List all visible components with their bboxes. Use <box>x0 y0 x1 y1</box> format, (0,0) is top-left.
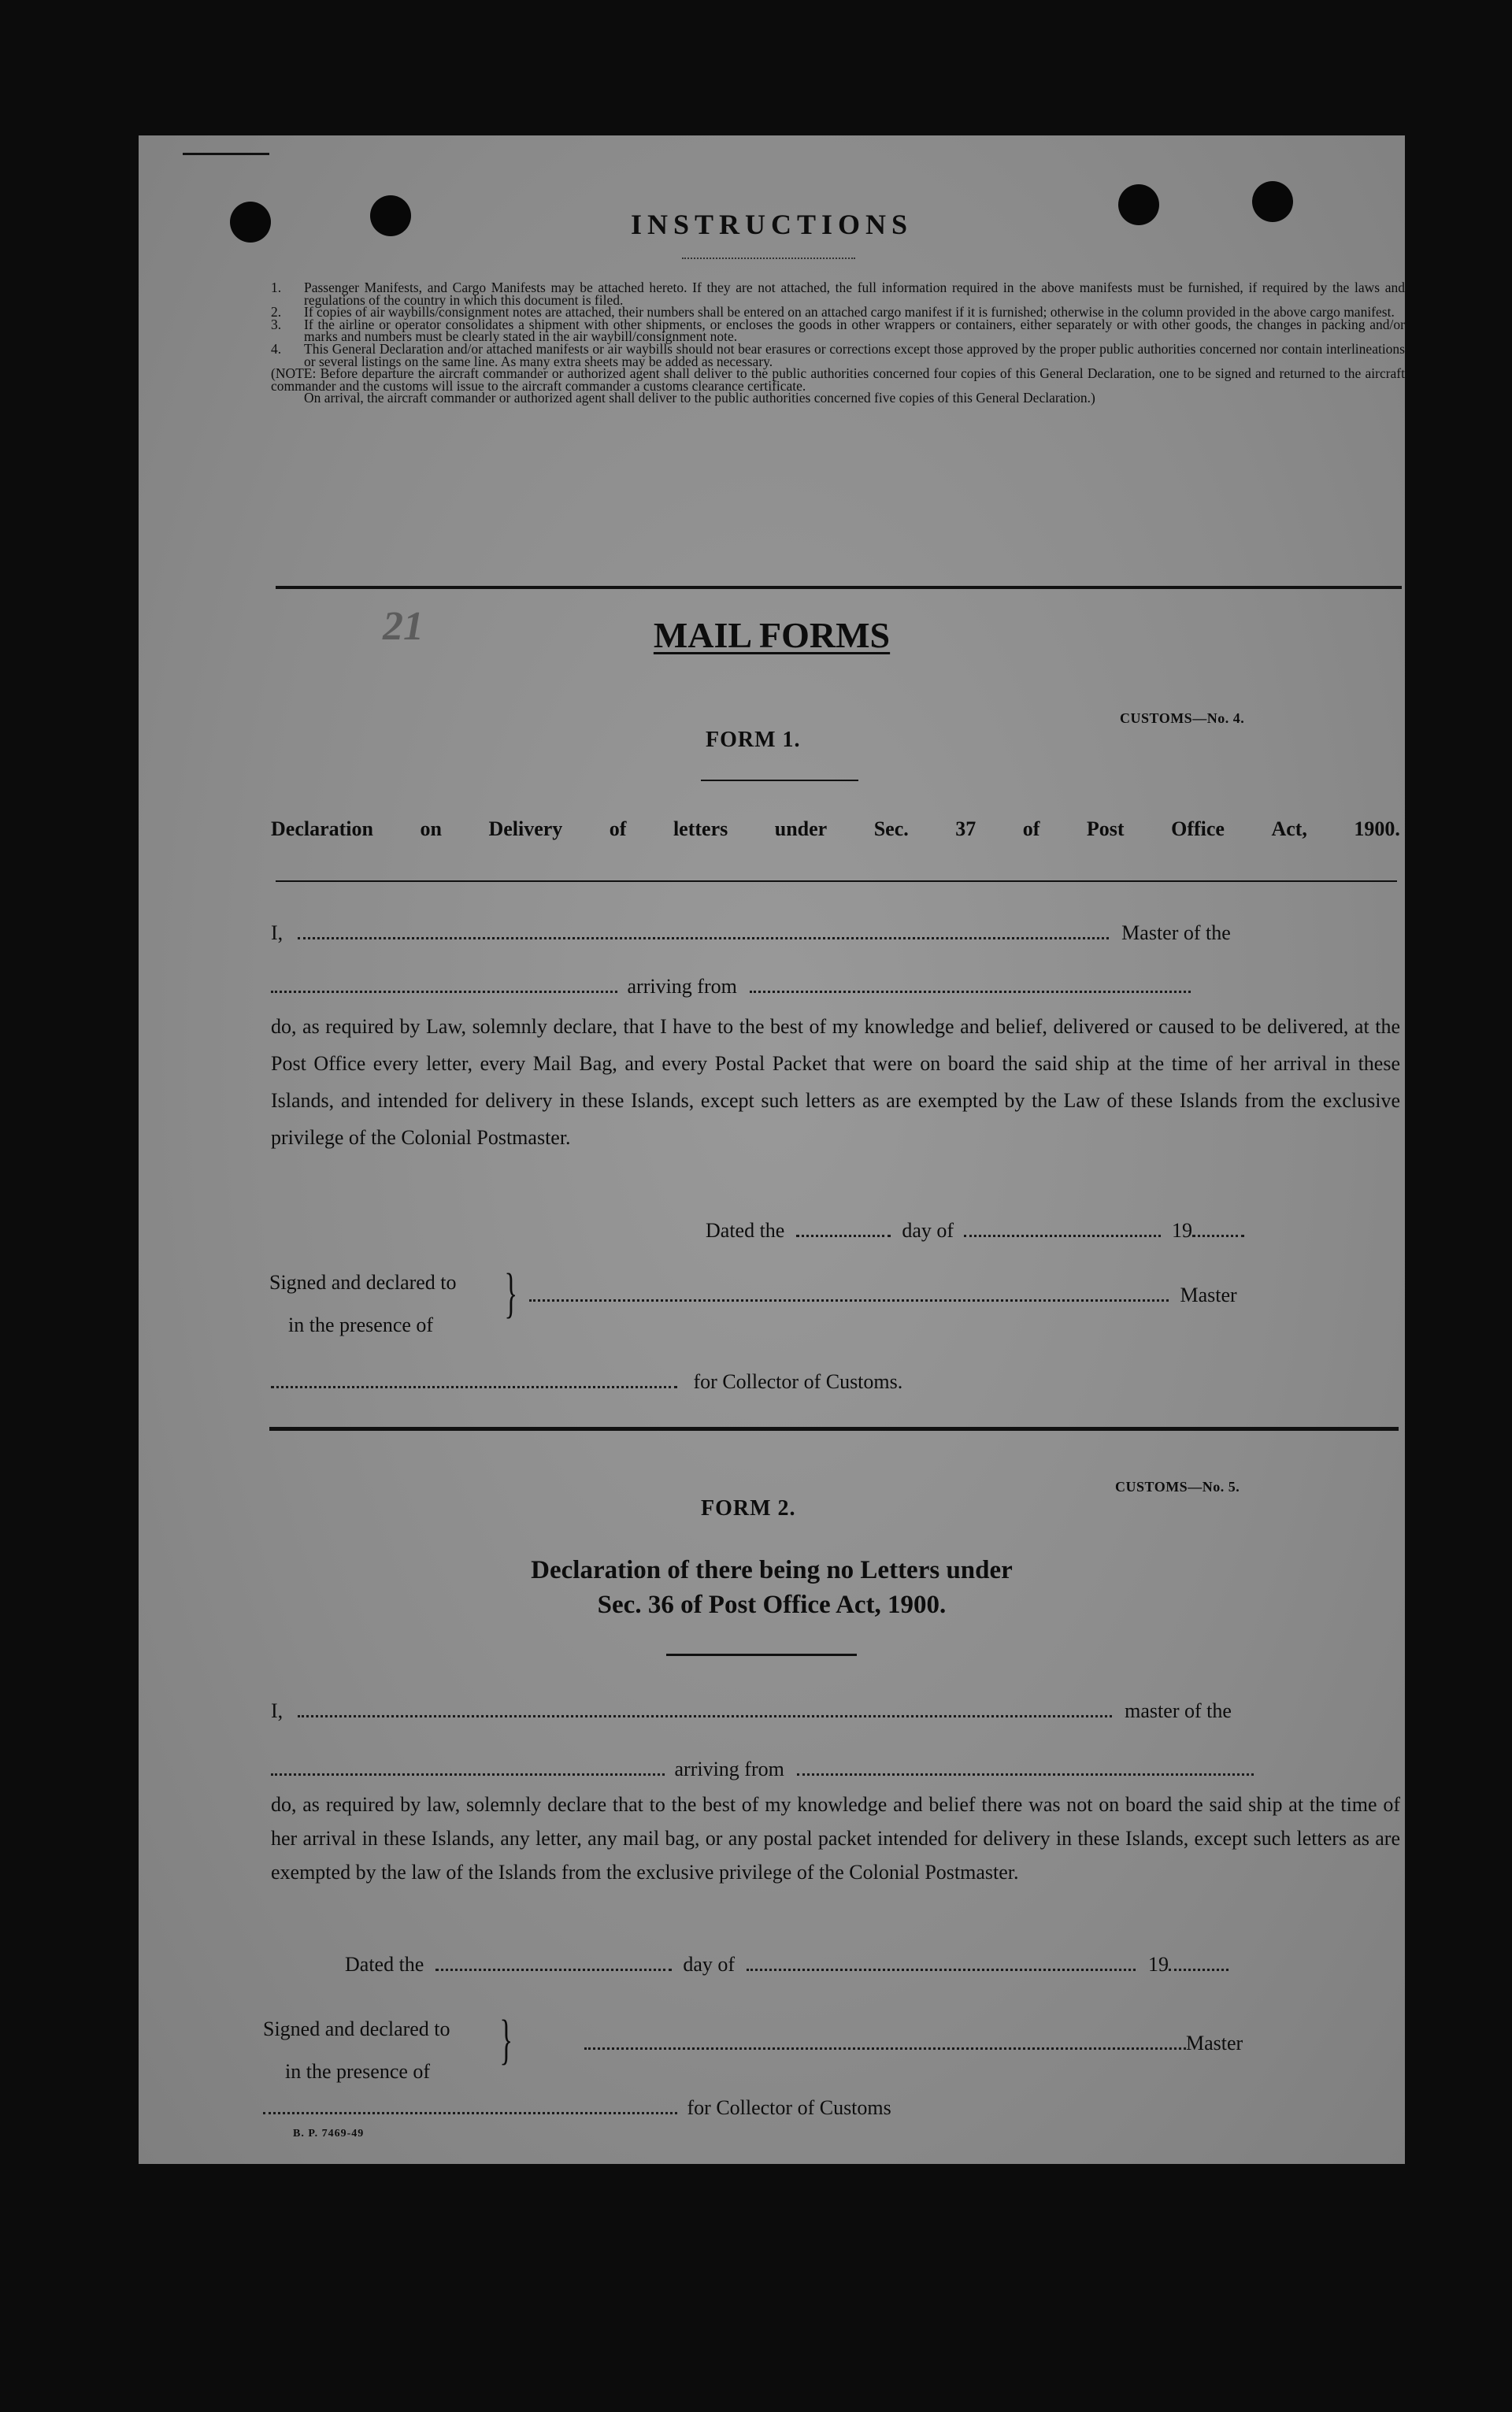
form1-declaration: Declaration on Delivery of letters under Sec. 37 of Post Office Act, 1900. <box>271 817 1400 840</box>
instruction-item: 3. If the airline or operator consolidates a shipment with other shipments, or encloses the goods in other wrappers or containers, either separately or with other goods, the changes in packing and/or marks and numbers must be clearly stated in the air waybill/consignment note. <box>271 316 1405 345</box>
vessel-blank[interactable] <box>271 973 617 993</box>
instruction-item: 4. This General Declaration and/or attached manifests or air waybills should not bear erasures or corrections except those approved by the proper public authorities concerned nor contain interlineations or several listings on the same line. As many extra sheets may be added as necessary. <box>271 340 1405 369</box>
handwritten-number: 21 <box>383 604 424 649</box>
name-blank[interactable] <box>298 920 1109 939</box>
form1-body: do, as required by Law, solemnly declare, that I have to the best of my knowledge and belief, delivered or caused to be delivered, at the Post Office every letter, every Mail Bag, and every Postal Packet that were on board the said ship at the time of her arrival in these Islands, and intended for delivery in these Islands, except such letters as are exempted by the Law of these Islands from the exclusive privilege of the Colonial Postmaster. <box>271 1015 1400 1149</box>
print-code: B. P. 7469-49 <box>293 2128 365 2140</box>
form2-name-line: I, master of the <box>271 1699 1232 1722</box>
instructions-list <box>271 282 1405 405</box>
origin-blank[interactable] <box>750 973 1191 993</box>
form2-customs-number: CUSTOMS—No. 5. <box>1115 1479 1240 1495</box>
collector-signature-blank[interactable] <box>263 2095 677 2114</box>
form2-heading: FORM 2. <box>701 1496 796 1521</box>
form2-collector-line: for Collector of Customs <box>263 2095 891 2120</box>
month-blank[interactable] <box>964 1217 1161 1237</box>
form1-heading: FORM 1. <box>706 728 801 752</box>
section-rule <box>269 1427 1399 1431</box>
instructions-title: INSTRUCTIONS <box>630 209 914 240</box>
form2-declaration: Declaration of there being no Letters under Sec. 36 of Post Office Act, 1900. <box>531 1556 1013 1619</box>
form1-master-line: Master <box>529 1282 1237 1307</box>
form2-master-line: Master <box>584 2030 1243 2055</box>
instruction-item: 2. If copies of air waybills/consignment notes are attached, their numbers shall be entered on an attached cargo manifest if it is furnished; otherwise in the column provided in the above cargo manifest. <box>271 304 1395 320</box>
section-rule <box>276 586 1402 589</box>
instruction-item: 1. Passenger Manifests, and Cargo Manifests may be attached hereto. If they are not attached, the full information required in the above manifests must be furnished, if required by the laws and regulations of the country in which this document is filed. <box>271 280 1405 308</box>
month-blank[interactable] <box>747 1951 1136 1971</box>
form2-signed-label: Signed and declared to in the presence of <box>263 2017 450 2083</box>
form1-rule <box>276 880 1397 882</box>
title-underline <box>682 258 855 259</box>
brace: } <box>499 2010 513 2070</box>
master-signature-blank[interactable] <box>529 1282 1169 1302</box>
day-blank[interactable] <box>796 1217 891 1237</box>
year-blank[interactable] <box>1192 1217 1244 1237</box>
form2-body: do, as required by law, solemnly declare that to the best of my knowledge and belief there was not on board the said ship at the time of her arrival in these Islands, any letter, any mail bag, or any postal packet intended for delivery in these Islands, except such letters as are exempted by the law of the Islands from the exclusive privilege of the Colonial Postmaster. <box>271 1793 1400 1884</box>
vessel-blank[interactable] <box>271 1756 665 1776</box>
stray-mark <box>183 153 269 155</box>
name-blank[interactable] <box>298 1698 1112 1717</box>
form1-customs-number: CUSTOMS—No. 4. <box>1120 710 1245 726</box>
mail-forms-title: MAIL FORMS <box>653 615 891 655</box>
form1-name-line: I, Master of the <box>271 921 1231 944</box>
collector-signature-blank[interactable] <box>271 1369 677 1388</box>
form2-vessel-line: arriving from <box>271 1756 1400 1781</box>
form2-heading-rule <box>666 1654 857 1656</box>
master-signature-blank[interactable] <box>584 2030 1186 2050</box>
year-blank[interactable] <box>1169 1951 1228 1971</box>
form1-date-line: Dated the day of 19 <box>706 1217 1244 1243</box>
form1-collector-line: for Collector of Customs. <box>271 1369 902 1394</box>
instruction-note: (NOTE: Before departure the aircraft commander or authorized agent shall deliver to the public authorities concerned four copies of this General Declaration, one to be signed and returned to the aircraft commander and the customs will issue to the aircraft commander a customs clearance certificate. On arrival, the aircraft commander or authorized agent shall deliver to the public authorities concerned five copies of this General Declaration.) <box>271 365 1405 406</box>
form1-vessel-line: arriving from <box>271 973 1400 999</box>
form1-heading-rule <box>701 780 858 781</box>
day-blank[interactable] <box>435 1951 672 1971</box>
origin-blank[interactable] <box>797 1756 1254 1776</box>
brace: } <box>504 1263 518 1324</box>
form2-date-line: Dated the day of 19 <box>345 1951 1228 1977</box>
form1-signed-label: Signed and declared to in the presence of <box>269 1271 457 1336</box>
document-page <box>139 135 1405 2164</box>
